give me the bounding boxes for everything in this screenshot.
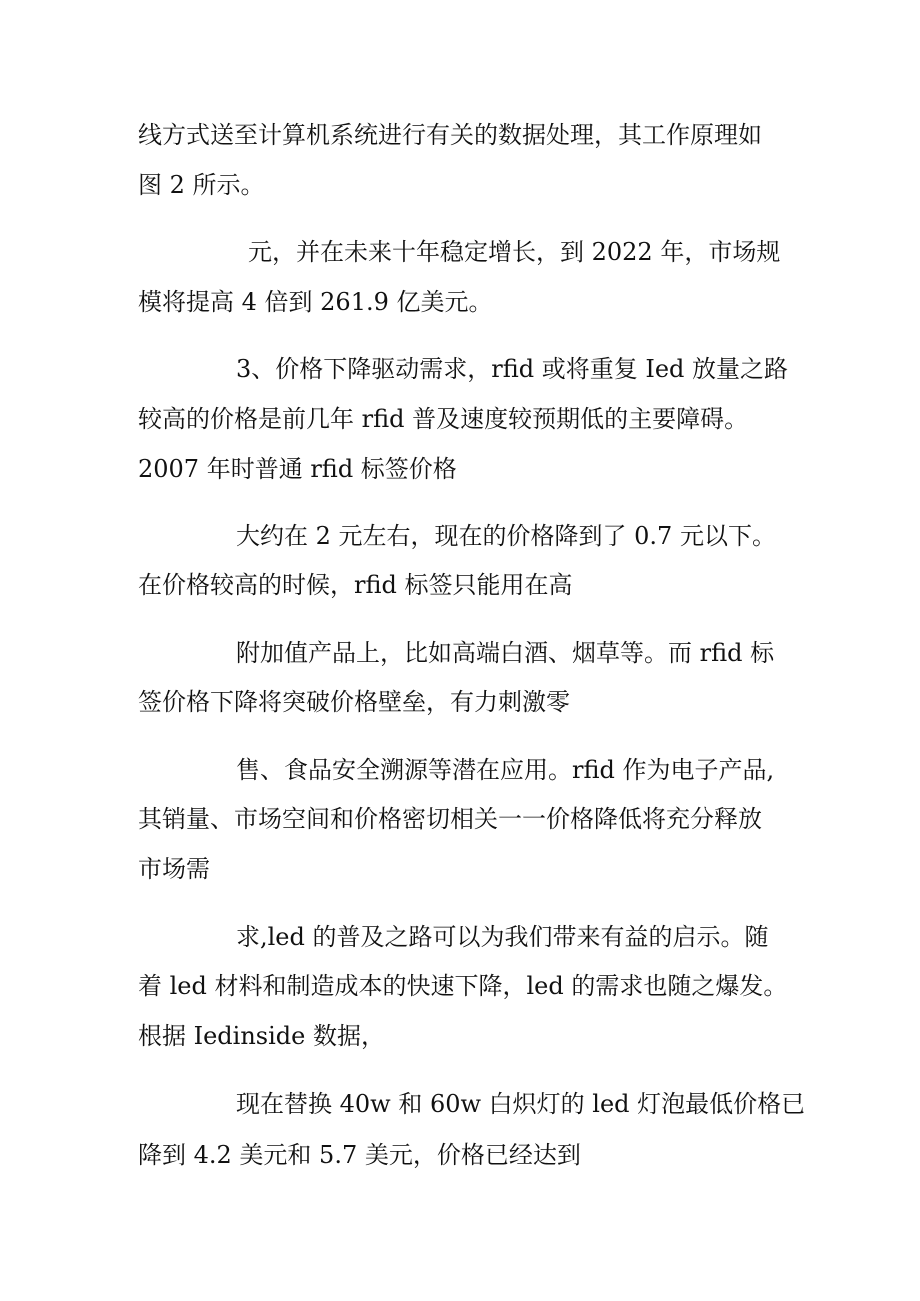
paragraph-6-line-2: 其销量、市场空间和价格密切相关一一价格降低将充分释放	[138, 805, 762, 833]
paragraph-5-line-2: 签价格下降将突破价格壁垒，有力刺激零	[138, 688, 570, 716]
paragraph-1-line-1: 线方式送至计算机系统进行有关的数据处理，其工作原理如	[138, 121, 762, 149]
paragraph-5-line-1: 附加值产品上，比如高端白酒、烟草等。而 rfid 标	[236, 639, 775, 667]
paragraph-8-line-1: 现在替换 40w 和 60w 白炽灯的 led 灯泡最低价格已	[236, 1090, 806, 1118]
paragraph-4-line-1: 大约在 2 元左右，现在的价格降到了 0.7 元以下。	[236, 522, 776, 550]
paragraph-2-line-1: 元，并在未来十年稳定增长，到 2022 年，市场规	[248, 238, 781, 266]
paragraph-6-line-1: 售、食品安全溯源等潜在应用。rfid 作为电子产品,	[236, 756, 775, 784]
paragraph-2-line-2: 模将提高 4 倍到 261.9 亿美元。	[138, 288, 493, 316]
paragraph-7-line-2: 着 led 材料和制造成本的快速下降，led 的需求也随之爆发。	[138, 972, 788, 1000]
paragraph-3-line-3: 2007 年时普通 rfid 标签价格	[138, 455, 457, 483]
paragraph-7-line-1: 求,led 的普及之路可以为我们带来有益的启示。随	[236, 923, 769, 951]
paragraph-4-line-2: 在价格较高的时候，rfid 标签只能用在高	[138, 571, 573, 599]
paragraph-6-line-3: 市场需	[138, 855, 210, 883]
paragraph-3-line-2: 较高的价格是前几年 rfid 普及速度较预期低的主要障碍。	[138, 405, 749, 433]
paragraph-1-line-2: 图 2 所示。	[138, 171, 265, 199]
paragraph-7-line-3: 根据 Iedinside 数据，	[138, 1022, 385, 1050]
paragraph-3-line-1: 3、价格下降驱动需求，rfid 或将重复 Ied 放量之路	[236, 355, 789, 383]
paragraph-8-line-2: 降到 4.2 美元和 5.7 美元，价格已经达到	[138, 1141, 581, 1169]
